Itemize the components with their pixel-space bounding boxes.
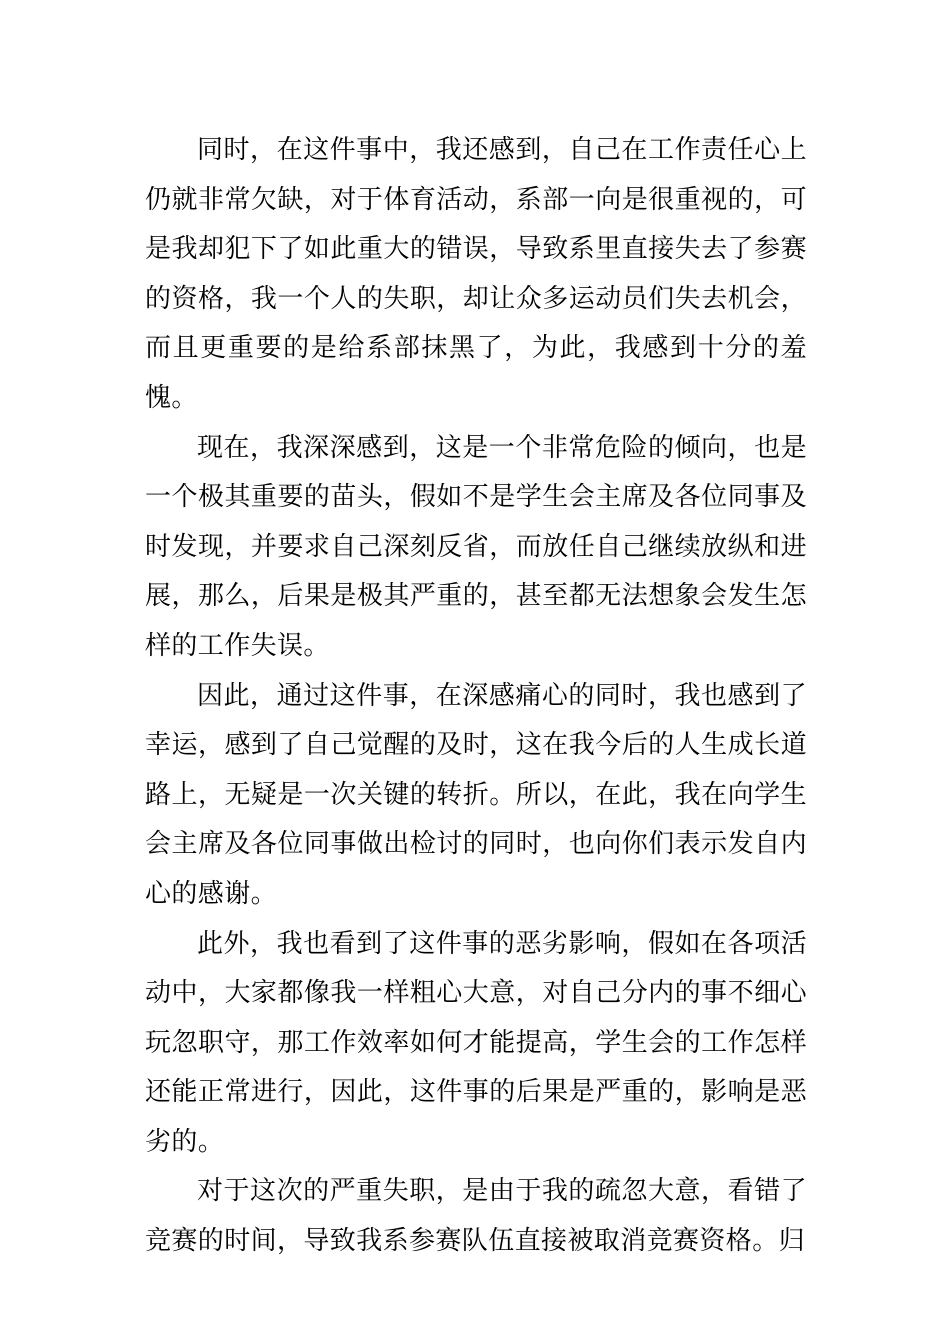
paragraph-1: 同时，在这件事中，我还感到，自己在工作责任心上仍就非常欠缺，对于体育活动，系部一向是很重视的，可是我却犯下了如此重大的错误，导致系里直接失去了参赛的资格，我一个人的失职，却让众多运动员们失去机会，而且更重要的是给系部抹黑了，为此，我感到十分的羞愧。	[145, 135, 807, 413]
paragraph-3: 因此，通过这件事，在深感痛心的同时，我也感到了幸运，感到了自己觉醒的及时，这在我今后的人生成长道路上，无疑是一次关键的转折。所以，在此，我在向学生会主席及各位同事做出检讨的同时，也向你们表示发自内心的感谢。	[145, 680, 807, 909]
document-body	[145, 126, 807, 1267]
paragraph-2: 现在，我深深感到，这是一个非常危险的倾向，也是一个极其重要的苗头，假如不是学生会主席及各位同事及时发现，并要求自己深刻反省，而放任自己继续放纵和进展，那么，后果是极其严重的，甚至都无法想象会发生怎样的工作失误。	[145, 432, 807, 661]
paragraph-5: 对于这次的严重失职，是由于我的疏忽大意，看错了竞赛的时间，导致我系参赛队伍直接被取消竞赛资格。归	[145, 1176, 807, 1257]
paragraph-4: 此外，我也看到了这件事的恶劣影响，假如在各项活动中，大家都像我一样粗心大意，对自己分内的事不细心玩忽职守，那工作效率如何才能提高，学生会的工作怎样还能正常进行，因此，这件事的后果是严重的，影响是恶劣的。	[145, 928, 807, 1157]
